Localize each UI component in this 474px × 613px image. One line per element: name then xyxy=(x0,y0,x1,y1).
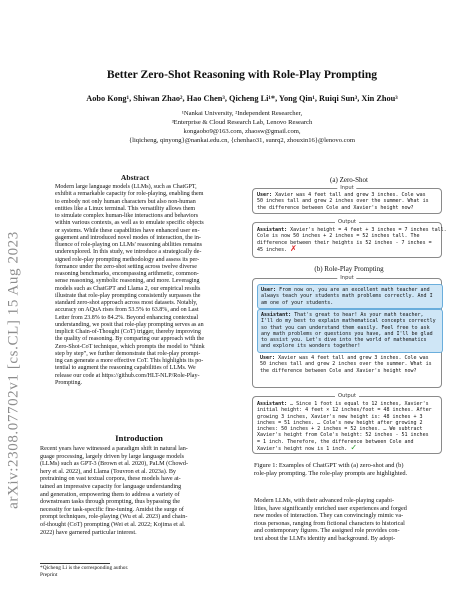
abstract-line: entities like a Linux terminal. This versatility allows them xyxy=(55,205,196,212)
intro-line: prompt techniques, role-playing (Wu et al. 2023) and chain- xyxy=(40,514,188,521)
abstract-body xyxy=(55,184,231,387)
affiliation-line: ¹Nankai University, ²Independent Researcher, xyxy=(181,110,303,117)
affiliation-email: kongaobo9@163.com, zhaosw@gmail.com, xyxy=(183,128,301,135)
panel-a-output-text: Assistant: Xavier's height = 4 feet + 3 inches = 7 inches tall. Cole is now 50 inches + 2 inches = 52 inches tall. The difference between their heights is 52 inches - 7 inches = 45 inches. ✗ xyxy=(257,227,447,253)
intro-line: guage processing, largely driven by large language models xyxy=(40,453,185,460)
abstract-line: the quality of reasoning. By comparing our approach with the xyxy=(55,336,205,343)
panel-b-output-text: Assistant: … Since 1 foot is equal to 12 inches, Xavier's initial height: 4 feet × 12 inches/foot = 48 inches. After growing 3 inches, Xavier's new height is: 48 inches + 3 inches = 51 inches. … Cole's new height after growing 2 inches: 50 inches + 2 inches = 52 inches. … We subtract Xavier's height from Cole's height: 52 inches - 51 inches = 1 inch. Therefore, the difference between Cole and Xavier's height now is 1 inch. ✓ xyxy=(257,401,432,453)
paper-title: Better Zero-Shot Reasoning with Role-Play Prompting xyxy=(106,68,378,81)
abstract-line: ing can generate a more effective CoT. This highlights its po- xyxy=(55,358,204,364)
panel-b-question: User: Xavier was 4 feet tall and grew 3 inches. Cole was 50 inches tall and grew 2 inches over the summer. What is the difference between Cole and Xavier's height now? xyxy=(260,355,432,374)
wrong-answer-icon: ✗ xyxy=(290,243,297,253)
intro-line: downstream tasks through prompting, thus bypassing the xyxy=(40,499,181,506)
abstract-heading: Abstract xyxy=(120,173,150,182)
intro-line: of-thought (CoT) prompting (Wei et al. 2022; Kojima et al. xyxy=(40,521,186,528)
author-list: Aobo Kong¹, Shiwan Zhao², Hao Chen³, Qicheng Li¹*, Yong Qin¹, Ruiqi Sun³, Xin Zhou³ xyxy=(86,94,398,103)
abstract-line: illustrate that role-play prompting consistently surpasses the xyxy=(55,292,201,299)
panel-b-output-box xyxy=(252,393,442,454)
input-label: Input xyxy=(337,185,356,191)
intro-line: and generation, empowering them to address a variety of xyxy=(40,491,180,498)
abstract-line: underexplored. In this study, we introduce a strategically de- xyxy=(55,249,202,256)
abstract-line: reasoning benchmarks, encompassing arithmetic, common- xyxy=(55,271,199,277)
abstract-line: release our code at https://github.com/HLT-NLP/Role-Play- xyxy=(55,372,200,379)
abstract-line: sense reasoning, symbolic reasoning, and more. Leveraging xyxy=(55,278,200,285)
abstract-line: gagement and introduced novel modes of interaction, the in- xyxy=(55,234,201,241)
abstract-line: tential to augment the reasoning capabilities of LLMs. We xyxy=(55,365,196,372)
body-line: text about the LLM's identity and background. By adopt- xyxy=(254,534,396,542)
assistant-tag: Assistant: xyxy=(257,227,288,233)
abstract-line: or systems. While these capabilities have enhanced user en- xyxy=(55,227,200,234)
abstract-line: fluence of role-playing on LLMs' reasoning abilities remains xyxy=(55,242,203,248)
intro-line: hery et al. 2022), and Llama (Touvron et al. 2023a). By xyxy=(40,468,176,475)
abstract-line: exhibit a remarkable capacity for role-playing, enabling them xyxy=(55,191,204,198)
panel-a-label: (a) Zero-Shot xyxy=(330,176,368,184)
body-line: new modes of interaction. They can convincingly mimic va- xyxy=(254,512,404,519)
affiliation-line: ³Enterprise & Cloud Research Lab, Lenovo Research xyxy=(171,119,313,126)
footnote-rule xyxy=(40,563,110,564)
abstract-line: implicit Chain-of-Thought (CoT) trigger, thereby improving xyxy=(55,329,201,335)
arxiv-stamp xyxy=(0,150,28,590)
abstract-line: formance under the zero-shot setting across twelve diverse xyxy=(55,263,197,270)
role-play-prompt: User: From now on, you are an excellent math teacher and always teach your students math problems correctly. And I am one of your students. xyxy=(257,284,443,309)
input-label: Input xyxy=(337,275,356,281)
footnote xyxy=(40,565,240,579)
correct-answer-icon: ✓ xyxy=(350,443,358,453)
abstract-line: Prompting. xyxy=(55,379,83,386)
figure-caption: Figure 1: Examples of ChatGPT with (a) zero-shot and (b) role-play prompting. The role-play prompts are highlighted. xyxy=(254,462,408,477)
body-line: and contemporary figures. The assigned role provides con- xyxy=(254,527,400,534)
body-line: Modern LLMs, with their advanced role-playing capabi- xyxy=(254,497,395,504)
panel-b-input-box xyxy=(252,275,442,388)
output-label: Output xyxy=(335,393,359,399)
abstract-line: models such as ChatGPT and Llama 2, our empirical results xyxy=(55,285,201,292)
user-tag: User: xyxy=(257,192,273,198)
affiliation-email: {liqicheng, qinyong}@nankai.edu.cn, {chenhao31, sunrq2, zhouxin16}@lenovo.com xyxy=(128,137,356,144)
abstract-line: to embody not only human characters but also non-human xyxy=(55,198,196,205)
abstract-line: understanding, we posit that role-play prompting serves as an xyxy=(55,321,204,328)
intro-body xyxy=(40,446,244,537)
abstract-line: Zero-Shot-CoT technique, which prompts the model to “think xyxy=(55,343,205,350)
body-line: rious personas, ranging from fictional characters to historical xyxy=(254,519,405,527)
body-line: lities, have significantly enriched user experiences and forged xyxy=(254,504,407,512)
intro-line: pretraining on vast textual corpora, these models have at- xyxy=(40,476,181,483)
preprint-label: Preprint xyxy=(40,572,58,578)
arxiv-stamp-text: arXiv:2308.07702v1 [cs.CL] 15 Aug 2023 xyxy=(5,231,22,509)
intro-line: 2022) have garnered particular interest. xyxy=(40,529,137,536)
intro-line: necessity for task-specific fine-tuning. Amidst the surge of xyxy=(40,506,184,513)
intro-line: (LLMs) such as GPT-3 (Brown et al. 2020), PaLM (Chowd- xyxy=(40,461,188,468)
abstract-line: accuracy on AQuA rises from 53.5% to 63.8%, and on Last xyxy=(55,307,199,314)
abstract-line: Letter from 23.8% to 84.2%. Beyond enhancing contextual xyxy=(55,314,199,321)
abstract-line: standard zero-shot approach across most datasets. Notably, xyxy=(55,300,198,306)
footnote-text: *Qicheng Li is the corresponding author. xyxy=(40,565,129,571)
panel-a-input-box xyxy=(252,185,442,214)
intro-heading: Introduction xyxy=(115,433,163,443)
affiliations xyxy=(40,109,444,145)
panel-a-input-text: User: Xavier was 4 feet tall and grew 3 inches. Cole was 50 inches tall and grew 2 inches over the summer. What is the difference between Cole and Xavier's height now? xyxy=(257,192,429,211)
abstract-line: step by step”, we further demonstrate that role-play prompt- xyxy=(55,350,201,357)
panel-a-output-box xyxy=(252,219,447,258)
abstract-line: to simulate complex human-like interactions and behaviors xyxy=(55,213,199,219)
panel-b-label: (b) Role-Play Prompting xyxy=(314,265,384,273)
abstract-line: Modern large language models (LLMs), such as ChatGPT, xyxy=(55,184,197,190)
abstract-line: signed role-play prompting methodology and assess its per- xyxy=(55,256,200,263)
right-column-body xyxy=(254,497,450,542)
role-feedback-prompt: Assistant: That's great to hear! As your math teacher, I'll do my best to explain mathematical concepts correctly so that you can understand them easily. Feel free to ask any math problems or questions you have, and I'll be glad to assist you. Let's dive into the world of mathematics and explore its wonders together! xyxy=(257,309,443,353)
intro-line: Recent years have witnessed a paradigm shift in natural lan- xyxy=(40,446,188,452)
output-label: Output xyxy=(335,219,359,225)
abstract-line: within various contexts, as well as to emulate specific objects xyxy=(55,220,204,227)
intro-line: tained an impressive capacity for language understanding xyxy=(40,483,182,490)
